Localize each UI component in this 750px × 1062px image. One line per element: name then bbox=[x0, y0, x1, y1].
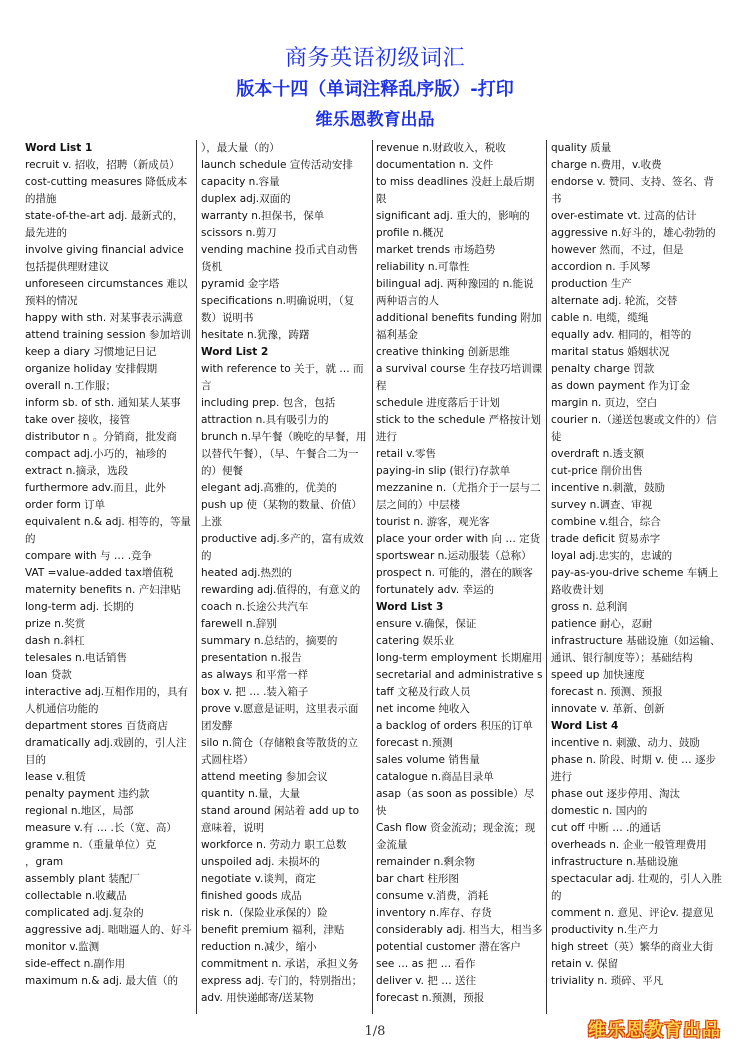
vocab-entry: significant adj. 重大的，影响的 bbox=[376, 210, 530, 222]
vocab-entry: endorse v. 赞同、支持、签名、背书 bbox=[551, 176, 714, 205]
vocab-entry: infrastructure n.基础设施 bbox=[551, 856, 678, 868]
document-title: 商务英语初级词汇 bbox=[284, 46, 465, 71]
vocab-entry: cable n. 电缆，缆绳 bbox=[551, 312, 649, 324]
vocab-entry: sportswear n.运动服装（总称） bbox=[376, 550, 532, 562]
vocab-entry: warranty n.担保书，保单 bbox=[201, 210, 325, 222]
vocab-entry: measure v.有 … .长（宽、高） bbox=[25, 822, 177, 834]
vocab-entry: involve giving financial advice 包括提供理财建议 bbox=[25, 244, 184, 273]
vocab-entry: lease v.租赁 bbox=[25, 771, 86, 783]
vocab-entry: see … as 把 … 看作 bbox=[376, 958, 476, 970]
vocab-entry: ），最大量（的） bbox=[201, 142, 280, 154]
vocab-entry: profile n.概况 bbox=[376, 227, 444, 239]
vocab-entry: telesales n.电话销售 bbox=[25, 652, 128, 664]
vocab-entry: organize holiday 安排假期 bbox=[25, 363, 158, 375]
vocab-entry: survey n.调查、审视 bbox=[551, 499, 653, 511]
vocab-entry: scissors n.剪刀 bbox=[201, 227, 277, 239]
vocab-entry: extract n.摘录，选段 bbox=[25, 465, 129, 477]
vocab-entry: domestic n. 国内的 bbox=[551, 805, 648, 817]
vocab-entry: high street（英）繁华的商业大街 bbox=[551, 941, 713, 953]
vocab-entry: catalogue n.商品目录单 bbox=[376, 771, 494, 783]
vocab-entry: however 然而，不过，但是 bbox=[551, 244, 684, 256]
publisher-line: 维乐恩教育出品 bbox=[315, 110, 435, 130]
vocab-entry: patience 耐心，忍耐 bbox=[551, 618, 653, 630]
vocab-entry: mezzanine n.（尤指介于一层与二层之间的）中层楼 bbox=[376, 482, 541, 511]
vocab-entry: revenue n.财政收入，税收 bbox=[376, 142, 506, 154]
vocab-entry: collectable n.收藏品 bbox=[25, 890, 127, 902]
vocab-entry: considerably adj. 相当大，相当多 bbox=[376, 924, 543, 936]
vocab-entry: ensure v.确保，保证 bbox=[376, 618, 477, 630]
vocab-entry: deliver v. 把 … 送往 bbox=[376, 975, 477, 987]
vocab-entry: farewell n.辞别 bbox=[201, 618, 277, 630]
vocab-entry: production 生产 bbox=[551, 278, 632, 290]
vocab-entry: retail v.零售 bbox=[376, 448, 437, 460]
vocab-column-3 bbox=[376, 140, 543, 1018]
vocab-entry: to miss deadlines 没赶上最后期限 bbox=[376, 176, 535, 205]
vocab-entry: asap（as soon as possible）尽快 bbox=[376, 788, 535, 817]
word-list-heading: Word List 2 bbox=[201, 346, 269, 358]
vocab-column-1 bbox=[25, 140, 193, 1018]
vocab-entry: unforeseen circumstances 难以预料的情况 bbox=[25, 278, 188, 307]
vocab-entry: incentive n.刺激，鼓励 bbox=[551, 482, 665, 494]
vocab-entry: overheads n. 企业一般管理费用 bbox=[551, 839, 707, 851]
vocab-entry: commitment n. 承诺，承担义务 bbox=[201, 958, 359, 970]
vocab-entry: presentation n.报告 bbox=[201, 652, 302, 664]
vocab-entry: quantity n.量，大量 bbox=[201, 788, 301, 800]
vocab-entry: as down payment 作为订金 bbox=[551, 380, 691, 392]
vocab-entry: prize n.奖赏 bbox=[25, 618, 86, 630]
vocab-entry: negotiate v.谈判，商定 bbox=[201, 873, 316, 885]
vocab-entry: loyal adj.忠实的，忠诚的 bbox=[551, 550, 673, 562]
vocab-entry: remainder n.剩余物 bbox=[376, 856, 476, 868]
vocab-entry: inventory n.库存、存货 bbox=[376, 907, 492, 919]
vocab-entry: attraction n.具有吸引力的 bbox=[201, 414, 329, 426]
vocab-entry: spectacular adj. 壮观的，引人入胜的 bbox=[551, 873, 723, 902]
vocab-entry: prospect n. 可能的，潜在的顾客 bbox=[376, 567, 533, 579]
vocab-entry: benefit premium 福利，津贴 bbox=[201, 924, 345, 936]
vocab-entry: aggressive n.好斗的，雄心勃勃的 bbox=[551, 227, 716, 239]
vocab-entry: place your order with 向 … 定货 bbox=[376, 533, 541, 545]
vocab-entry: pay-as-you-drive scheme 车辆上路收费计划 bbox=[551, 567, 719, 596]
vocab-entry: elegant adj.高雅的，优美的 bbox=[201, 482, 337, 494]
vocab-entry: dramatically adj.戏剧的，引人注目的 bbox=[25, 737, 187, 766]
word-list-heading: Word List 1 bbox=[25, 142, 93, 154]
vocab-entry: department stores 百货商店 bbox=[25, 720, 168, 732]
vocab-entry: interactive adj.互相作用的，具有人机通信功能的 bbox=[25, 686, 189, 715]
vocab-entry: overall n.工作服； bbox=[25, 380, 117, 392]
vocab-entry: take over 接收，接管 bbox=[25, 414, 131, 426]
vocab-entry: cost-cutting measures 降低成本的措施 bbox=[25, 176, 188, 205]
vocab-entry: brunch n.早午餐（晚吃的早餐，用以替代午餐），（早、午餐合二为一的）便餐 bbox=[201, 431, 367, 477]
vocab-entry: coach n.长途公共汽车 bbox=[201, 601, 309, 613]
vocab-entry: workforce n. 劳动力 职工总数 bbox=[201, 839, 347, 851]
vocab-entry: hesitate n.犹豫，踌躇 bbox=[201, 329, 310, 341]
document-subtitle: 版本十四（单词注释乱序版）-打印 bbox=[236, 79, 514, 100]
vocab-entry: pyramid 金字塔 bbox=[201, 278, 280, 290]
vocab-entry: penalty payment 违约款 bbox=[25, 788, 150, 800]
vocab-entry: equivalent n.& adj. 相等的，等量的 bbox=[25, 516, 192, 545]
vocab-entry: silo n.简仓（存储粮食等散货的立式圆柱塔） bbox=[201, 737, 359, 766]
vocab-entry: order form 订单 bbox=[25, 499, 106, 511]
vocab-entry: fortunately adv. 幸运的 bbox=[376, 584, 495, 596]
vocab-entry: prove v.愿意是证明，这里表示面团发酵 bbox=[201, 703, 359, 732]
vocab-entry: equally adv. 相同的，相等的 bbox=[551, 329, 692, 341]
vocab-entry: cut off 中断 … .的通话 bbox=[551, 822, 661, 834]
vocab-entry: secretarial and administrative staff 文秘及行政人员 bbox=[376, 669, 543, 698]
vocab-entry: alternate adj. 轮流，交替 bbox=[551, 295, 678, 307]
vocab-entry: recruit v. 招收，招聘（新成员） bbox=[25, 159, 180, 171]
vocab-entry: gross n. 总利润 bbox=[551, 601, 628, 613]
vocab-entry: bilingual adj. 两种豫园的 n.能说两种语言的人 bbox=[376, 278, 534, 307]
vocab-entry: additional benefits funding 附加福利基金 bbox=[376, 312, 542, 341]
vocab-entry: complicated adj.复杂的 bbox=[25, 907, 144, 919]
vocab-entry: furthermore adv.而且，此外 bbox=[25, 482, 166, 494]
vocab-entry: side-effect n.副作用 bbox=[25, 958, 126, 970]
vocab-entry: schedule 进度落后于计划 bbox=[376, 397, 500, 409]
vocab-entry: dash n.斜杠 bbox=[25, 635, 85, 647]
vocab-entry: phase n. 阶段、时期 v. 使 … 逐步进行 bbox=[551, 754, 716, 783]
vocab-entry: duplex adj.双面的 bbox=[201, 193, 291, 205]
vocab-entry: regional n.地区，局部 bbox=[25, 805, 134, 817]
vocab-entry: gramme n.（重量单位）克 bbox=[25, 839, 157, 851]
vocab-entry: maximum n.& adj. 最大值（的 bbox=[25, 975, 178, 987]
vocab-entry: triviality n. 琐碎、平凡 bbox=[551, 975, 664, 987]
vocab-entry: VAT =value-added tax增值税 bbox=[25, 567, 174, 579]
vocab-entry: unspoiled adj. 未损坏的 bbox=[201, 856, 320, 868]
vocab-entry: innovate v. 革新、创新 bbox=[551, 703, 665, 715]
vocab-entry: over-estimate vt. 过高的估计 bbox=[551, 210, 697, 222]
vocab-entry: market trends 市场趋势 bbox=[376, 244, 496, 256]
vocab-entry: retain v. 保留 bbox=[551, 958, 619, 970]
vocab-entry: charge n.费用，v.收费 bbox=[551, 159, 662, 171]
vocab-column-2 bbox=[201, 140, 368, 1018]
vocab-entry: maternity benefits n. 产妇津贴 bbox=[25, 584, 181, 596]
vocab-entry: capacity n.容量 bbox=[201, 176, 280, 188]
vocab-entry: long-term adj. 长期的 bbox=[25, 601, 134, 613]
vocab-entry: keep a diary 习惯地记日记 bbox=[25, 346, 157, 358]
vocab-entry: productivity n.生产力 bbox=[551, 924, 659, 936]
vocab-entry: including prep. 包含，包括 bbox=[201, 397, 336, 409]
vocab-entry: assembly plant 装配厂 bbox=[25, 873, 140, 885]
vocab-entry: a survival course 生存技巧培训课程 bbox=[376, 363, 543, 392]
vocab-entry: rewarding adj.值得的，有意义的 bbox=[201, 584, 361, 596]
vocab-entry: as always 和平常一样 bbox=[201, 669, 309, 681]
vocab-entry: catering 娱乐业 bbox=[376, 635, 455, 647]
vocab-entry: finished goods 成品 bbox=[201, 890, 302, 902]
vocab-entry: bar chart 柱形图 bbox=[376, 873, 459, 885]
vocab-entry: overdraft n.透支额 bbox=[551, 448, 645, 460]
vocab-entry: box v. 把 … .装入箱子 bbox=[201, 686, 309, 698]
vocab-entry: compact adj.小巧的，袖珍的 bbox=[25, 448, 167, 460]
vocab-entry: margin n. 页边，空白 bbox=[551, 397, 658, 409]
vocab-entry: courier n.（递送包裹或文件的）信徒 bbox=[551, 414, 717, 443]
vocab-entry: heated adj.热烈的 bbox=[201, 567, 292, 579]
vocab-entry: documentation n. 文件 bbox=[376, 159, 494, 171]
vocab-entry: reduction n.减少，缩小 bbox=[201, 941, 317, 953]
vocab-entry: reliability n.可靠性 bbox=[376, 261, 470, 273]
vocab-entry: speed up 加快速度 bbox=[551, 669, 645, 681]
vocab-entry: vending machine 投币式自动售货机 bbox=[201, 244, 359, 273]
vocab-entry: quality 质量 bbox=[551, 142, 612, 154]
vocab-entry: push up 使（某物的数量、价值）上涨 bbox=[201, 499, 362, 528]
vocab-entry: stand around 闲站着 add up to 意味着，说明 bbox=[201, 805, 360, 834]
vocab-entry: combine v.组合，综合 bbox=[551, 516, 661, 528]
document-header bbox=[0, 44, 750, 134]
vocab-entry: with reference to 关于，就 … 而言 bbox=[201, 363, 364, 392]
vocab-entry: consume v.消费，消耗 bbox=[376, 890, 489, 902]
vocab-entry: creative thinking 创新思维 bbox=[376, 346, 510, 358]
vocab-entry: cut-price 削价出售 bbox=[551, 465, 643, 477]
vocab-entry: net income 纯收入 bbox=[376, 703, 470, 715]
vocab-entry: attend meeting 参加会议 bbox=[201, 771, 328, 783]
vocab-entry: penalty charge 罚款 bbox=[551, 363, 655, 375]
vocab-entry: incentive n. 刺激、动力、鼓励 bbox=[551, 737, 700, 749]
vocab-entry: accordion n. 手风琴 bbox=[551, 261, 651, 273]
vocab-entry: stick to the schedule 严格按计划进行 bbox=[376, 414, 542, 443]
vocab-entry: aggressive adj. 咄咄逼人的、好斗 bbox=[25, 924, 192, 936]
vocab-entry: forecast n. 预测、预报 bbox=[551, 686, 663, 698]
vocab-entry: trade deficit 贸易赤字 bbox=[551, 533, 661, 545]
vocab-entry: happy with sth. 对某事表示满意 bbox=[25, 312, 184, 324]
vocab-entry: marital status 婚姻状况 bbox=[551, 346, 670, 358]
vocab-entry: specifications n.明确说明，（复数）说明书 bbox=[201, 295, 355, 324]
word-list-heading: Word List 4 bbox=[551, 720, 619, 732]
vocab-entry: sales volume 销售量 bbox=[376, 754, 480, 766]
vocab-entry: forecast n.预测 bbox=[376, 737, 453, 749]
vocab-entry: summary n.总结的，摘要的 bbox=[201, 635, 338, 647]
vocab-entry: infrastructure 基础设施（如运输、通讯、银行制度等）；基础结构 bbox=[551, 635, 721, 664]
vocab-entry: state-of-the-art adj. 最新式的，最先进的 bbox=[25, 210, 184, 239]
vocab-entry: phase out 逐步停用、淘汰 bbox=[551, 788, 681, 800]
vocab-entry: a backlog of orders 积压的订单 bbox=[376, 720, 533, 732]
vocab-entry: risk n.（保险业承保的）险 bbox=[201, 907, 328, 919]
vocab-entry: monitor v.监测 bbox=[25, 941, 100, 953]
vocab-entry: inform sb. of sth. 通知某人某事 bbox=[25, 397, 181, 409]
watermark-logo: 维乐恩教育出品 bbox=[588, 1020, 721, 1041]
vocab-column-4 bbox=[551, 140, 723, 1018]
page-number: 1/8 bbox=[364, 1024, 386, 1039]
vocab-entry: ，gram bbox=[25, 856, 64, 868]
vocab-entry: compare with 与 … .竞争 bbox=[25, 550, 153, 562]
vocab-entry: productive adj.多产的，富有成效的 bbox=[201, 533, 364, 562]
vocab-entry: tourist n. 游客，观光客 bbox=[376, 516, 490, 528]
vocab-entry: attend training session 参加培训 bbox=[25, 329, 192, 341]
vocabulary-columns bbox=[25, 140, 725, 1018]
vocab-entry: launch schedule 宣传活动安排 bbox=[201, 159, 353, 171]
vocab-entry: comment n. 意见、评论v. 提意见 bbox=[551, 907, 714, 919]
vocab-entry: forecast n.预测，预报 bbox=[376, 992, 485, 1004]
vocab-entry: loan 贷款 bbox=[25, 669, 72, 681]
vocab-entry: paying-in slip (银行)存款单 bbox=[376, 465, 511, 477]
vocab-entry: long-term employment 长期雇用 bbox=[376, 652, 543, 664]
word-list-heading: Word List 3 bbox=[376, 601, 444, 613]
vocab-entry: express adj. 专门的，特别指出；adv. 用快递邮寄/送某物 bbox=[201, 975, 363, 1004]
vocab-entry: distributor n 。分销商，批发商 bbox=[25, 431, 177, 443]
vocab-entry: potential customer 潜在客户 bbox=[376, 941, 521, 953]
vocab-entry: Cash flow 资金流动；现金流；现金流量 bbox=[376, 822, 536, 851]
